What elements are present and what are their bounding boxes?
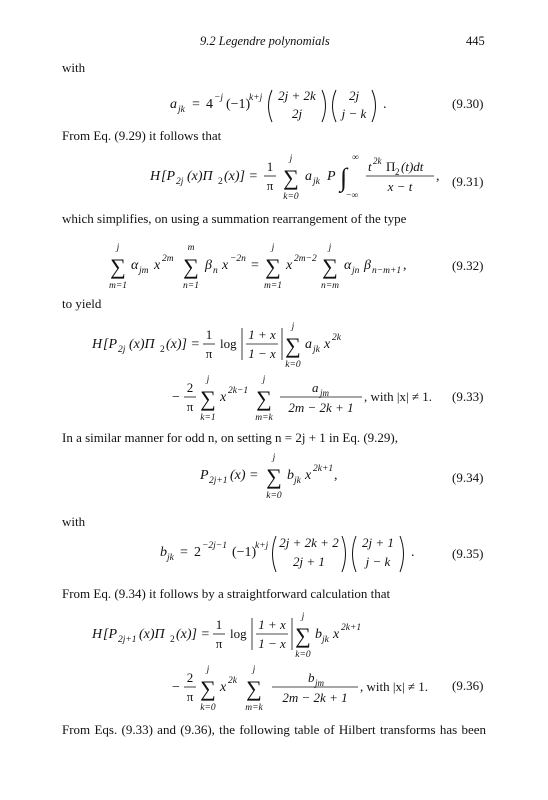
paragraph-from-eq-9-29: From Eq. (9.29) it follows that — [62, 128, 222, 143]
svg-text:∫: ∫ — [340, 163, 348, 192]
svg-text:2j: 2j — [118, 345, 126, 355]
svg-text:2k−1: 2k−1 — [228, 386, 249, 396]
svg-text:2j + 2k + 2: 2j + 2k + 2 — [279, 535, 339, 550]
svg-text:−j: −j — [214, 93, 224, 103]
svg-text:2k+1: 2k+1 — [313, 464, 334, 474]
equation-9-33-line-1 — [92, 314, 341, 376]
equation-number-9-31: (9.31) — [452, 174, 484, 189]
svg-text:∑: ∑ — [266, 464, 282, 489]
svg-text:2: 2 — [160, 345, 165, 355]
svg-text:∑: ∑ — [295, 623, 311, 648]
svg-text:,: , — [403, 258, 407, 273]
svg-text:2: 2 — [395, 167, 400, 177]
svg-text:k+j: k+j — [249, 93, 263, 103]
equation-number-9-32: (9.32) — [452, 258, 484, 273]
svg-text:t: t — [368, 159, 372, 174]
svg-text:jk: jk — [322, 635, 329, 645]
svg-text:m: m — [187, 243, 195, 253]
svg-text:,: , — [334, 468, 338, 483]
svg-text:π: π — [205, 346, 213, 361]
paragraph-with-2: with — [62, 514, 86, 529]
svg-text:P: P — [327, 169, 336, 184]
svg-text:H: H — [92, 337, 103, 352]
svg-text:2j + 2k: 2j + 2k — [278, 88, 316, 103]
svg-text:H: H — [150, 169, 161, 184]
equation-9-34 — [200, 448, 340, 508]
svg-text:β: β — [364, 258, 371, 273]
equation-number-9-36: (9.36) — [452, 678, 484, 693]
svg-text:x: x — [305, 468, 312, 483]
svg-text:(x)Π: (x)Π — [187, 169, 213, 184]
svg-text:∑: ∑ — [283, 165, 299, 190]
svg-text:2j: 2j — [291, 106, 303, 121]
svg-text:2j + 1: 2j + 1 — [362, 535, 394, 550]
svg-text:, with |x| ≠ 1.: , with |x| ≠ 1. — [364, 389, 432, 404]
svg-text:x: x — [333, 627, 340, 642]
svg-text:a: a — [312, 380, 319, 395]
svg-text:(x)] =: (x)] = — [176, 627, 210, 642]
svg-text:x: x — [324, 337, 331, 352]
svg-text:x: x — [154, 258, 161, 273]
svg-text:jm: jm — [139, 266, 149, 276]
equation-9-32 — [108, 238, 428, 292]
equation-9-35 — [160, 528, 420, 582]
svg-text:k=0: k=0 — [283, 192, 299, 202]
svg-text:j: j — [206, 665, 210, 675]
svg-text:jk: jk — [294, 476, 301, 486]
svg-text:j: j — [272, 453, 276, 463]
equation-9-33-line-2 — [172, 370, 432, 432]
ajk-symbol: a — [170, 97, 177, 112]
svg-text:m=1: m=1 — [108, 281, 128, 291]
svg-text:2j+1: 2j+1 — [209, 476, 228, 486]
svg-text:j: j — [116, 243, 120, 253]
svg-text:m=1: m=1 — [263, 281, 283, 291]
svg-text:2k: 2k — [228, 676, 237, 686]
svg-text:jk: jk — [313, 177, 320, 187]
svg-text:[P: [P — [161, 169, 175, 184]
svg-text:Π: Π — [386, 159, 396, 174]
svg-text:π: π — [186, 689, 194, 704]
svg-text:(t)dt: (t)dt — [401, 159, 424, 174]
svg-text:−: − — [172, 680, 180, 695]
svg-text:x: x — [286, 258, 293, 273]
paragraph-to-yield: to yield — [62, 296, 102, 311]
svg-text:π: π — [266, 178, 274, 193]
svg-text:2k: 2k — [332, 333, 341, 343]
svg-text:k+j: k+j — [255, 541, 269, 551]
svg-text:−: − — [172, 390, 180, 405]
svg-text:jk: jk — [313, 345, 320, 355]
svg-text:j − k: j − k — [341, 106, 367, 121]
svg-text:.: . — [411, 545, 415, 560]
svg-text:j: j — [291, 322, 295, 332]
svg-text:2k+1: 2k+1 — [341, 623, 362, 633]
svg-text:P: P — [200, 468, 209, 483]
svg-text:k=0: k=0 — [285, 360, 301, 370]
svg-text:j: j — [252, 665, 256, 675]
svg-text:−2j−1: −2j−1 — [202, 541, 227, 551]
svg-text:m=k: m=k — [255, 413, 273, 423]
svg-text:2m−2: 2m−2 — [294, 254, 317, 264]
svg-text:(x) =: (x) = — [230, 468, 259, 483]
svg-text:2k: 2k — [373, 156, 382, 166]
svg-text:2j: 2j — [176, 177, 184, 187]
svg-text:log: log — [220, 336, 237, 351]
svg-text:(x)] =: (x)] = — [166, 337, 200, 352]
svg-text:x: x — [220, 390, 227, 405]
svg-text:a: a — [305, 337, 312, 352]
svg-text:,: , — [436, 169, 440, 184]
svg-text:2: 2 — [186, 670, 194, 685]
equation-9-36-line-2 — [172, 660, 432, 722]
svg-text:jk: jk — [178, 105, 185, 115]
svg-text:(−1): (−1) — [226, 97, 251, 112]
svg-text:.: . — [383, 97, 387, 112]
svg-text:π: π — [215, 636, 223, 651]
svg-text:=: = — [251, 258, 259, 273]
svg-text:k=0: k=0 — [200, 703, 216, 713]
svg-text:2j: 2j — [348, 88, 360, 103]
svg-text:n=1: n=1 — [183, 281, 199, 291]
svg-text:n=m: n=m — [320, 281, 340, 291]
svg-text:∑: ∑ — [285, 333, 301, 358]
svg-text:b: b — [287, 468, 294, 483]
svg-text:jk: jk — [167, 553, 174, 563]
svg-text:=: = — [192, 97, 200, 112]
svg-text:−2n: −2n — [230, 254, 246, 264]
svg-text:1: 1 — [205, 327, 213, 342]
equation-number-9-30: (9.30) — [452, 96, 484, 111]
svg-text:∑: ∑ — [183, 254, 199, 279]
equation-number-9-34: (9.34) — [452, 470, 484, 485]
svg-text:, with |x| ≠ 1.: , with |x| ≠ 1. — [360, 679, 428, 694]
svg-text:∑: ∑ — [246, 676, 262, 701]
svg-text:[P: [P — [103, 627, 117, 642]
svg-text:∑: ∑ — [200, 386, 216, 411]
svg-text:m=k: m=k — [245, 703, 263, 713]
svg-text:2: 2 — [186, 380, 194, 395]
svg-text:(x)Π: (x)Π — [129, 337, 155, 352]
running-header-title: 9.2 Legendre polynomials — [200, 34, 330, 48]
svg-text:b: b — [160, 545, 167, 560]
svg-text:1 + x: 1 + x — [248, 327, 276, 342]
paragraph-with-1: with — [62, 60, 86, 75]
svg-text:[P: [P — [103, 337, 117, 352]
svg-text:2m − 2k + 1: 2m − 2k + 1 — [288, 400, 354, 415]
svg-text:∑: ∑ — [110, 254, 126, 279]
svg-text:b: b — [308, 670, 315, 685]
svg-text:jm: jm — [315, 678, 324, 688]
svg-text:2j + 1: 2j + 1 — [293, 554, 325, 569]
page-number: 445 — [466, 34, 485, 48]
equation-number-9-33: (9.33) — [452, 389, 484, 404]
svg-text:2: 2 — [194, 545, 201, 560]
svg-text:(−1): (−1) — [232, 545, 257, 560]
svg-text:x − t: x − t — [387, 179, 413, 194]
svg-text:(x)Π: (x)Π — [139, 627, 165, 642]
svg-text:−∞: −∞ — [346, 191, 359, 201]
svg-text:1 + x: 1 + x — [258, 617, 286, 632]
svg-text:k=1: k=1 — [200, 413, 216, 423]
svg-text:∑: ∑ — [265, 254, 281, 279]
svg-text:∑: ∑ — [200, 676, 216, 701]
svg-text:j: j — [206, 375, 210, 385]
svg-text:2m − 2k + 1: 2m − 2k + 1 — [282, 690, 348, 705]
svg-text:1: 1 — [266, 159, 274, 174]
svg-text:(x)] =: (x)] = — [224, 169, 258, 184]
svg-text:k=0: k=0 — [295, 650, 311, 660]
paragraph-from-eqs: From Eqs. (9.33) and (9.36), the following table of Hilbert transforms has been — [62, 722, 486, 737]
svg-text:1 − x: 1 − x — [248, 346, 276, 361]
equation-number-9-35: (9.35) — [452, 546, 484, 561]
paragraph-summation-rearrangement: which simplifies, on using a summation rearrangement of the type — [62, 211, 407, 226]
svg-text:x: x — [222, 258, 229, 273]
svg-text:2m: 2m — [162, 254, 174, 264]
svg-text:x: x — [220, 680, 227, 695]
svg-text:π: π — [186, 399, 194, 414]
equation-9-36-line-1 — [92, 604, 382, 666]
svg-text:jm: jm — [320, 388, 329, 398]
svg-text:j: j — [262, 375, 266, 385]
equation-9-30 — [170, 84, 420, 132]
paragraph-odd-n: In a similar manner for odd n, on setting n = 2j + 1 in Eq. (9.29), — [62, 430, 398, 445]
svg-text:2j+1: 2j+1 — [118, 635, 137, 645]
svg-text:β: β — [205, 258, 212, 273]
svg-text:j − k: j − k — [365, 554, 391, 569]
svg-text:1 − x: 1 − x — [258, 636, 286, 651]
svg-text:n: n — [213, 266, 218, 276]
svg-text:jn: jn — [352, 266, 360, 276]
svg-text:4: 4 — [206, 97, 213, 112]
svg-text:k=0: k=0 — [266, 491, 282, 501]
equation-9-31 — [150, 146, 440, 208]
svg-text:log: log — [230, 626, 247, 641]
svg-text:=: = — [180, 545, 188, 560]
svg-text:j: j — [301, 612, 305, 622]
svg-text:n−m+1: n−m+1 — [372, 266, 402, 276]
svg-text:∑: ∑ — [256, 386, 272, 411]
svg-text:α: α — [131, 258, 139, 273]
svg-text:2: 2 — [218, 177, 223, 187]
svg-text:∞: ∞ — [352, 153, 359, 163]
svg-text:1: 1 — [215, 617, 223, 632]
paragraph-from-eq-9-34: From Eq. (9.34) it follows by a straightforward calculation that — [62, 586, 391, 601]
svg-text:j: j — [289, 154, 293, 164]
svg-text:a: a — [305, 169, 312, 184]
svg-text:j: j — [328, 243, 332, 253]
svg-text:j: j — [271, 243, 275, 253]
svg-text:2: 2 — [170, 635, 175, 645]
svg-text:α: α — [344, 258, 352, 273]
svg-text:H: H — [92, 627, 103, 642]
svg-text:∑: ∑ — [322, 254, 338, 279]
svg-text:b: b — [315, 627, 322, 642]
